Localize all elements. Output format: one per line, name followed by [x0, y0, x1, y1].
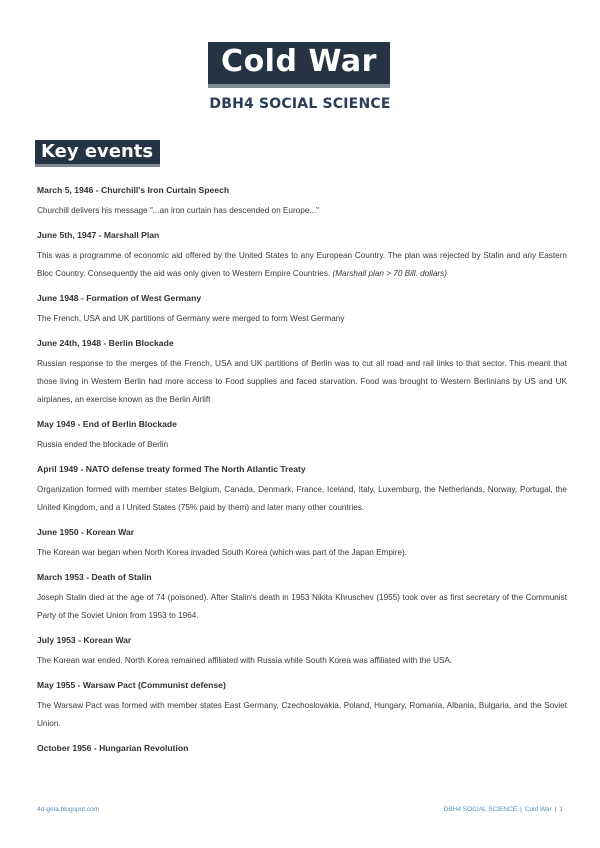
- event-title: October 1956 - Hungarian Revolution: [37, 743, 189, 753]
- event-item: [37, 229, 567, 283]
- event-body: Russia ended the blockade of Berlin: [37, 440, 169, 449]
- event-item: [37, 292, 567, 328]
- title-banner: [208, 42, 390, 88]
- footer-separator: |: [554, 806, 557, 813]
- footer-info: [444, 806, 563, 813]
- footer-page-number: 1: [559, 806, 563, 813]
- footer-topic: Cold War: [524, 806, 552, 813]
- event-title: June 1950 - Korean War: [37, 527, 135, 537]
- footer-subject: DBH4 SOCIAL SCIENCE: [443, 806, 518, 813]
- page-subtitle: DBH4 SOCIAL SCIENCE: [209, 96, 391, 112]
- section-banner: [35, 140, 160, 167]
- event-title: June 5th, 1947 - Marshall Plan: [37, 230, 160, 240]
- event-title: April 1949 - NATO defense treaty formed The North Atlantic Treaty: [37, 464, 306, 474]
- event-item: [37, 463, 567, 517]
- event-body: The French, USA and UK partitions of Germany were merged to form West Germany: [37, 314, 345, 323]
- event-title: March 5, 1946 - Churchill's Iron Curtain Speech: [37, 185, 230, 195]
- event-body: [37, 247, 567, 283]
- event-item: [37, 679, 567, 733]
- event-item: [37, 634, 567, 670]
- event-body: Organization formed with member states Belgium, Canada, Denmark, France, Iceland, Italy, Luxemburg, the Netherlands, Norway, Portugal, the United Kingdom, and a l United States (75% paid by them) and later many other countries.: [37, 485, 567, 512]
- section-heading: Key events: [41, 141, 154, 162]
- event-item: [37, 337, 567, 409]
- footer-separator: |: [520, 806, 522, 813]
- event-body: The Korean war began when North Korea invaded South Korea (which was part of the Japan Empire).: [37, 548, 408, 557]
- event-note: (Marshall plan > 70 Bill. dollars): [332, 269, 447, 278]
- event-body-text: This was a programme of economic aid offered by the United States to any European Country. The plan was rejected by Stalin and any Eastern Bloc Country. Consequently the aid was only given to Western Empire Countries.: [37, 251, 567, 278]
- event-item: [37, 742, 567, 755]
- event-body: Russian response to the merges of the French, USA and UK partitions of Berlin was to cut all road and rail links to that sector. This meant that those living in Western Berlin had more access to Food supplies and faced starvation. Food was brought to Western Berlinians by US and UK airplanes, an exercise known as the Berlin Airlift: [37, 359, 567, 404]
- event-body: Churchill delivers his message "...an iron curtain has descended on Europe...": [37, 206, 320, 215]
- events-list: [37, 184, 567, 764]
- event-title: March 1953 - Death of Stalin: [37, 572, 152, 582]
- event-body: The Warsaw Pact was formed with member states East Germany, Czechoslovakia, Poland, Hungary, Romania, Albania, Bulgaria, and the Soviet Union.: [37, 701, 567, 728]
- event-title: May 1949 - End of Berlin Blockade: [37, 419, 177, 429]
- event-title: June 24th, 1948 - Berlin Blockade: [37, 338, 174, 348]
- event-item: [37, 184, 567, 220]
- event-title: May 1955 - Warsaw Pact (Communist defense): [37, 680, 226, 690]
- event-item: [37, 571, 567, 625]
- event-body: The Korean war ended. North Korea remained affiliated with Russia while South Korea was affiliated with the USA.: [37, 656, 453, 665]
- page-title: Cold War: [221, 44, 377, 79]
- event-body: Joseph Stalin died at the age of 74 (poisoned). After Stalin's death in 1953 Nikita Khruschev (1955) took over as first secretary of the Communist Party of the Soviet Union from 1953 to 1964.: [37, 593, 567, 620]
- event-title: June 1948 - Formation of West Germany: [37, 293, 202, 303]
- event-item: [37, 526, 567, 562]
- event-item: [37, 418, 567, 454]
- footer-site-link[interactable]: 4d-gela.blogspot.com: [37, 806, 100, 813]
- event-title: July 1953 - Korean War: [37, 635, 132, 645]
